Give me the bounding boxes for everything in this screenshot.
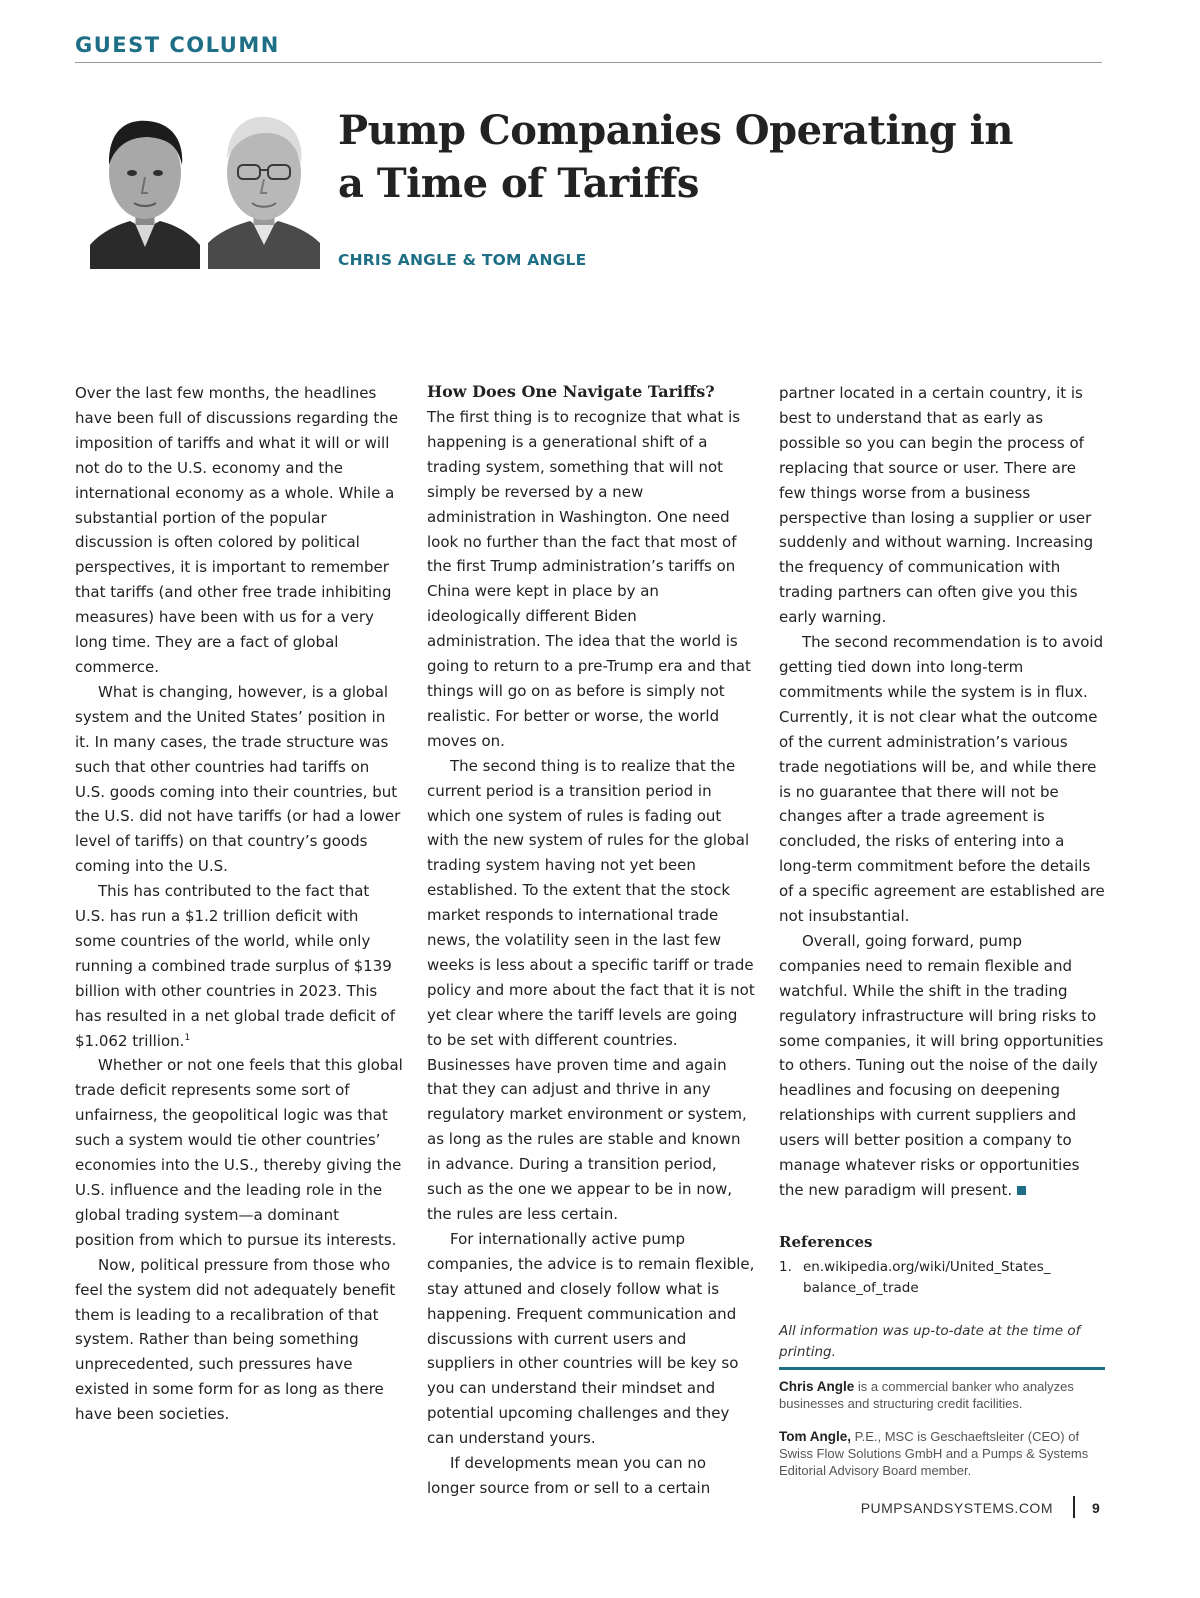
page-number: 9	[1092, 1500, 1100, 1516]
references-title: References	[779, 1232, 873, 1251]
bio-name: Tom Angle,	[779, 1428, 851, 1444]
paragraph: Whether or not one feels that this global trade deficit represents some sort of unfairness, the geopolitical logic was that such a system would tie other countries’ economies into the U.S., thereby giving the U.S. influence and the leading role in the global trading system—a dominant position from which to pursue its interests.	[75, 1056, 403, 1249]
title-line-2: a Time of Tariffs	[338, 160, 699, 207]
bio-text: is a commercial banker who analyzes businesses and structuring credit facilities.	[779, 1378, 1074, 1411]
paragraph: What is changing, however, is a global system and the United States’ position in it. In many cases, the trade structure was such that other countries had tariffs on U.S. goods coming into their countries, but the U.S. did not have tariffs (or had a lower level of tariffs) on that country’s goods coming into the U.S.	[75, 682, 401, 876]
author-bio-chris	[779, 1378, 1105, 1412]
paragraph: partner located in a certain country, it is best to understand that as early as possible so you can begin the process of replacing that source or user. There are few things worse from a business perspective than losing a supplier or user suddenly and without warning. Increasing the frequency of communication with trading partners can often give you this early warning.	[779, 384, 1094, 627]
end-of-article-icon	[1017, 1186, 1026, 1195]
disclaimer-note: All information was up-to-date at the time of printing.	[779, 1322, 1081, 1360]
author-photos	[90, 107, 320, 269]
paragraph: Now, political pressure from those who feel the system did not adequately benefit them is leading to a recalibration of that system. Rather than being something unprecedented, such pressures have existed in some form for as long as there have been societies.	[75, 1255, 396, 1424]
bio-name: Chris Angle	[779, 1378, 855, 1394]
byline: CHRIS ANGLE & TOM ANGLE	[338, 251, 587, 269]
section-label: GUEST COLUMN	[75, 33, 280, 57]
reference-link[interactable]: en.wikipedia.org/wiki/United_States_ balance_of_trade	[803, 1258, 1051, 1296]
column-2	[427, 381, 755, 1501]
footnote-marker: 1	[184, 1032, 191, 1043]
bio-text: P.E., MSC is Geschaeftsleiter (CEO) of Swiss Flow Solutions GmbH and a Pumps & Systems Editorial Advisory Board member.	[779, 1428, 1089, 1478]
paragraph: For internationally active pump companies, the advice is to remain flexible, stay attuned and closely follow what is happening. Frequent communication and discussions with current users and suppliers in other countries will be key so you can understand their mindset and potential upcoming challenges and they can understand yours.	[427, 1229, 755, 1448]
references	[779, 1231, 1105, 1299]
paragraph: Over the last few months, the headlines have been full of discussions regarding the imposition of tariffs and what it will or will not do to the U.S. economy and the international economy as a whole. While a substantial portion of the popular discussion is often colored by political perspectives, it is important to remember that tariffs (and other free trade inhibiting measures) have been with us for a very long time. They are a fact of global commerce.	[75, 384, 399, 676]
column-1	[75, 381, 403, 1427]
author-photo-chris	[90, 107, 200, 269]
paragraph: The second thing is to realize that the current period is a transition period in which one system of rules is fading out with the new system of rules for the global trading system having not yet been established. To the extent that the stock market responds to international trade news, the volatility seen in the last few weeks is less about a specific tariff or trade policy and more about the fact that it is not yet clear where the tariff levels are going to be set with different countries. Businesses have proven time and again that they can adjust and thrive in any regulatory market environment or system, as long as the rules are stable and known in advance. During a transition period, such as the one we appear to be in now, the rules are less certain.	[427, 756, 755, 1223]
article-title	[338, 104, 1058, 210]
paragraph-text: Overall, going forward, pump companies need to remain flexible and watchful. While the shift in the trading regulatory infrastructure will bring risks to some companies, it will bring opportunities to others. Tuning out the noise of the daily headlines and focusing on deepening relationships with current suppliers and users will better position a company to manage whatever risks or opportunities the new paradigm will present.	[779, 931, 1104, 1199]
paragraph-text: This has contributed to the fact that U.S. has run a $1.2 trillion deficit with some countries of the world, while only running a combined trade surplus of $139 billion with other countries in 2023. This has resulted in a net global trade deficit of $1.062 trillion.	[75, 882, 396, 1050]
paragraph: The first thing is to recognize that what is happening is a generational shift of a trading system, something that will not simply be reversed by a new administration in Washington. One need look no further than the fact that most of the first Trump administration’s tariffs on China were kept in place by an ideologically different Biden administration. The idea that the world is going to return to a pre-Trump era and that things will go on as before is simply not realistic. For better or worse, the world moves on.	[427, 408, 751, 750]
reference-number: 1.	[779, 1258, 792, 1275]
author-bio-tom	[779, 1428, 1105, 1479]
title-line-1: Pump Companies Operating in	[338, 107, 1013, 154]
header-rule	[75, 62, 1102, 63]
section-subhead: How Does One Navigate Tariffs?	[427, 382, 715, 401]
footer-divider	[1073, 1496, 1075, 1518]
author-photo-tom	[208, 107, 320, 269]
paragraph: If developments mean you can no longer source from or sell to a certain	[427, 1454, 711, 1497]
paragraph: The second recommendation is to avoid getting tied down into long-term commitments while the system is in flux. Currently, it is not clear what the outcome of the current administration’s various trade negotiations will be, and while there is no guarantee that there will not be changes after a trade agreement is concluded, the risks of entering into a long-term commitment before the details of a specific agreement are established are not insubstantial.	[779, 633, 1105, 926]
paragraph	[75, 879, 403, 1053]
reference-item	[779, 1257, 1105, 1299]
column-3	[779, 381, 1105, 1479]
paragraph	[779, 929, 1105, 1203]
bio-divider	[779, 1367, 1105, 1370]
footer-website[interactable]: PUMPSANDSYSTEMS.COM	[860, 1500, 1053, 1516]
